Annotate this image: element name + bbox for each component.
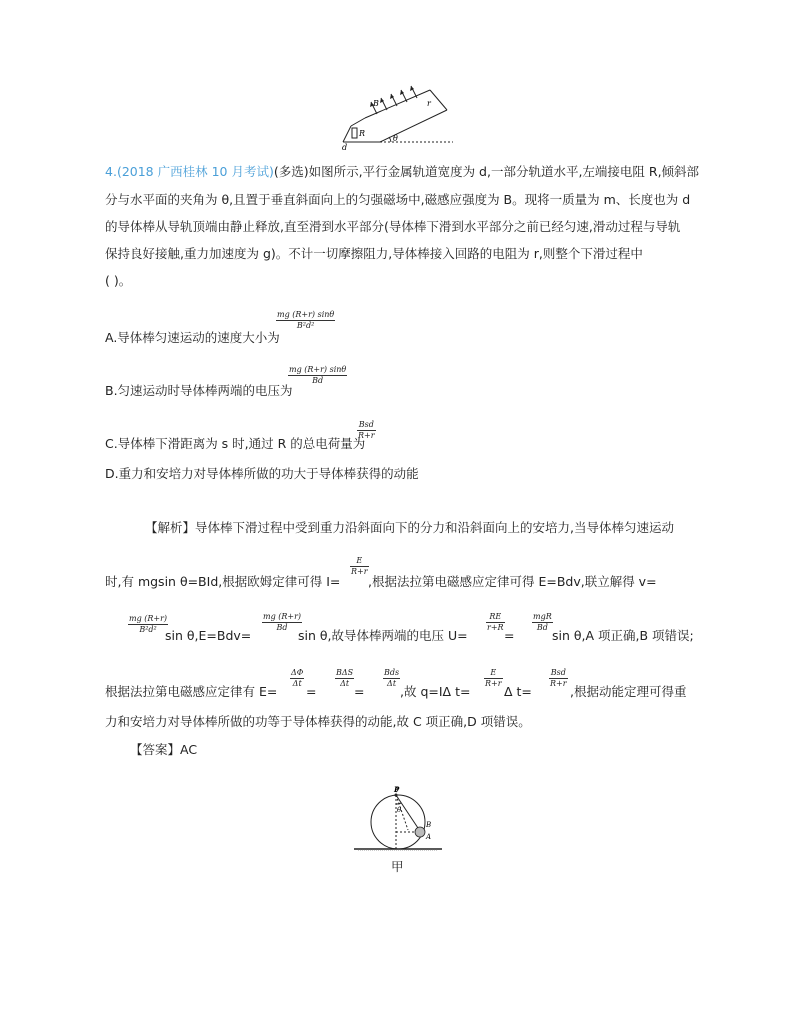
option-a-den: B²d² [296,321,315,330]
fig1-label-theta: θ [393,134,398,143]
fig2-label-theta: θ [397,806,402,814]
fig2-label-B: B [426,821,432,829]
frac-3-den: Bd [276,623,288,632]
analysis-frac-9 [484,668,503,689]
question-line-1 [105,164,699,180]
frac-1-den: R+r [351,567,368,576]
option-b-fraction [288,365,347,386]
analysis-frac-7 [335,668,354,689]
fig2-label-A: A [426,833,432,841]
analysis-frac-4 [486,612,505,633]
analysis-line-4c: Δ t= [504,684,532,699]
frac-6-num: ΔΦ [291,668,304,677]
frac-5-num: mgR [533,612,552,621]
figure-caption: 甲 [391,859,404,874]
frac-10-num: Bsd [550,668,566,677]
frac-7-num: BΔS [336,668,354,677]
question-source: (2018 广西桂林 10 月考试) [116,164,274,179]
frac-4-den: r+R [487,623,504,632]
question-line-2: 分与水平面的夹角为 θ,且置于垂直斜面向上的匀强磁场中,磁感应强度为 B。现将一质量为 m、长度也为 d [105,192,691,207]
frac-7-den: Δt [340,679,350,688]
analysis-frac-3 [262,612,302,633]
analysis-frac-2 [128,614,168,635]
analysis-line-3a: sin θ,E=Bdv= [165,628,252,643]
analysis-line-3b: sin θ,故导体棒两端的电压 U= [298,628,468,643]
fig1-label-R: R [359,129,366,138]
analysis-line-3c: sin θ,A 项正确,B 项错误; [552,628,694,643]
frac-2-den: B²d² [139,625,157,634]
frac-1-num: E [350,556,369,567]
frac-9-den: R+r [485,679,502,688]
question-text-1: (多选)如图所示,平行金属轨道宽度为 d,一部分轨道水平,左端接电阻 R,倾斜部 [273,164,700,179]
question-line-4: 保持良好接触,重力加速度为 g)。不计一切摩擦阻力,导体棒接入回路的电阻为 r,则整个下滑过程中 [105,246,643,261]
analysis-frac-8 [383,668,400,689]
option-a: A.导体棒匀速运动的速度大小为 [105,330,280,345]
answer: 【答案】AC [130,742,198,757]
analysis-line-4b: ,故 q=IΔ t= [400,684,471,699]
analysis-frac-5 [532,612,553,633]
frac-10-den: R+r [550,679,567,688]
frac-5-den: Bd [536,623,548,632]
analysis-frac-6 [290,668,304,689]
circle-figure [348,782,448,854]
analysis-eq-3: = [354,684,365,699]
analysis-frac-10 [549,668,568,689]
question-number: 4. [105,164,117,179]
option-b-num: mg (R+r) sinθ [289,365,347,374]
analysis-eq-1: = [504,628,515,643]
option-c-num: Bsd [358,420,374,429]
option-c-den: R+r [358,431,375,440]
frac-2-num: mg (R+r) [129,614,168,623]
analysis-frac-1 [350,556,369,577]
rail-figure [335,80,455,152]
frac-8-den: Δt [387,679,397,688]
option-b-den: Bd [312,376,324,385]
question-line-5: ( )。 [105,273,132,288]
option-a-fraction [276,310,335,331]
analysis-line-1: 【解析】导体棒下滑过程中受到重力沿斜面向下的分力和沿斜面向上的安培力,当导体棒匀速运动 [145,520,674,535]
analysis-line-5: 力和安培力对导体棒所做的功等于导体棒获得的动能,故 C 项正确,D 项错误。 [105,714,531,729]
frac-8-num: Bds [384,668,400,677]
fig1-label-r: r [427,99,431,108]
analysis-line-4d: ,根据动能定理可得重 [570,684,687,699]
frac-4-num: RE [486,612,505,623]
option-d: D.重力和安培力对导体棒所做的功大于导体棒获得的动能 [105,466,419,481]
fig2-label-P: P [394,785,400,794]
option-c: C.导体棒下滑距离为 s 时,通过 R 的总电荷量为 [105,436,366,451]
frac-9-num: E [484,668,503,679]
frac-3-num: mg (R+r) [263,612,302,621]
question-line-3: 的导体棒从导轨顶端由静止释放,直至滑到水平部分(导体棒下滑到水平部分之前已经匀速,滑动过程与导轨 [105,219,681,234]
option-b: B.匀速运动时导体棒两端的电压为 [105,383,293,398]
option-c-fraction [357,420,376,441]
fig1-label-B: B [373,99,379,108]
option-a-num: mg (R+r) sinθ [277,310,335,319]
analysis-eq-2: = [306,684,317,699]
frac-6-den: Δt [292,679,302,688]
analysis-line-4a: 根据法拉第电磁感应定律有 E= [105,684,278,699]
analysis-line-2a: 时,有 mgsin θ=BId,根据欧姆定律可得 I= [105,574,341,589]
analysis-line-2b: ,根据法拉第电磁感应定律可得 E=Bdv,联立解得 v= [368,574,657,589]
fig1-label-d: d [342,143,348,152]
